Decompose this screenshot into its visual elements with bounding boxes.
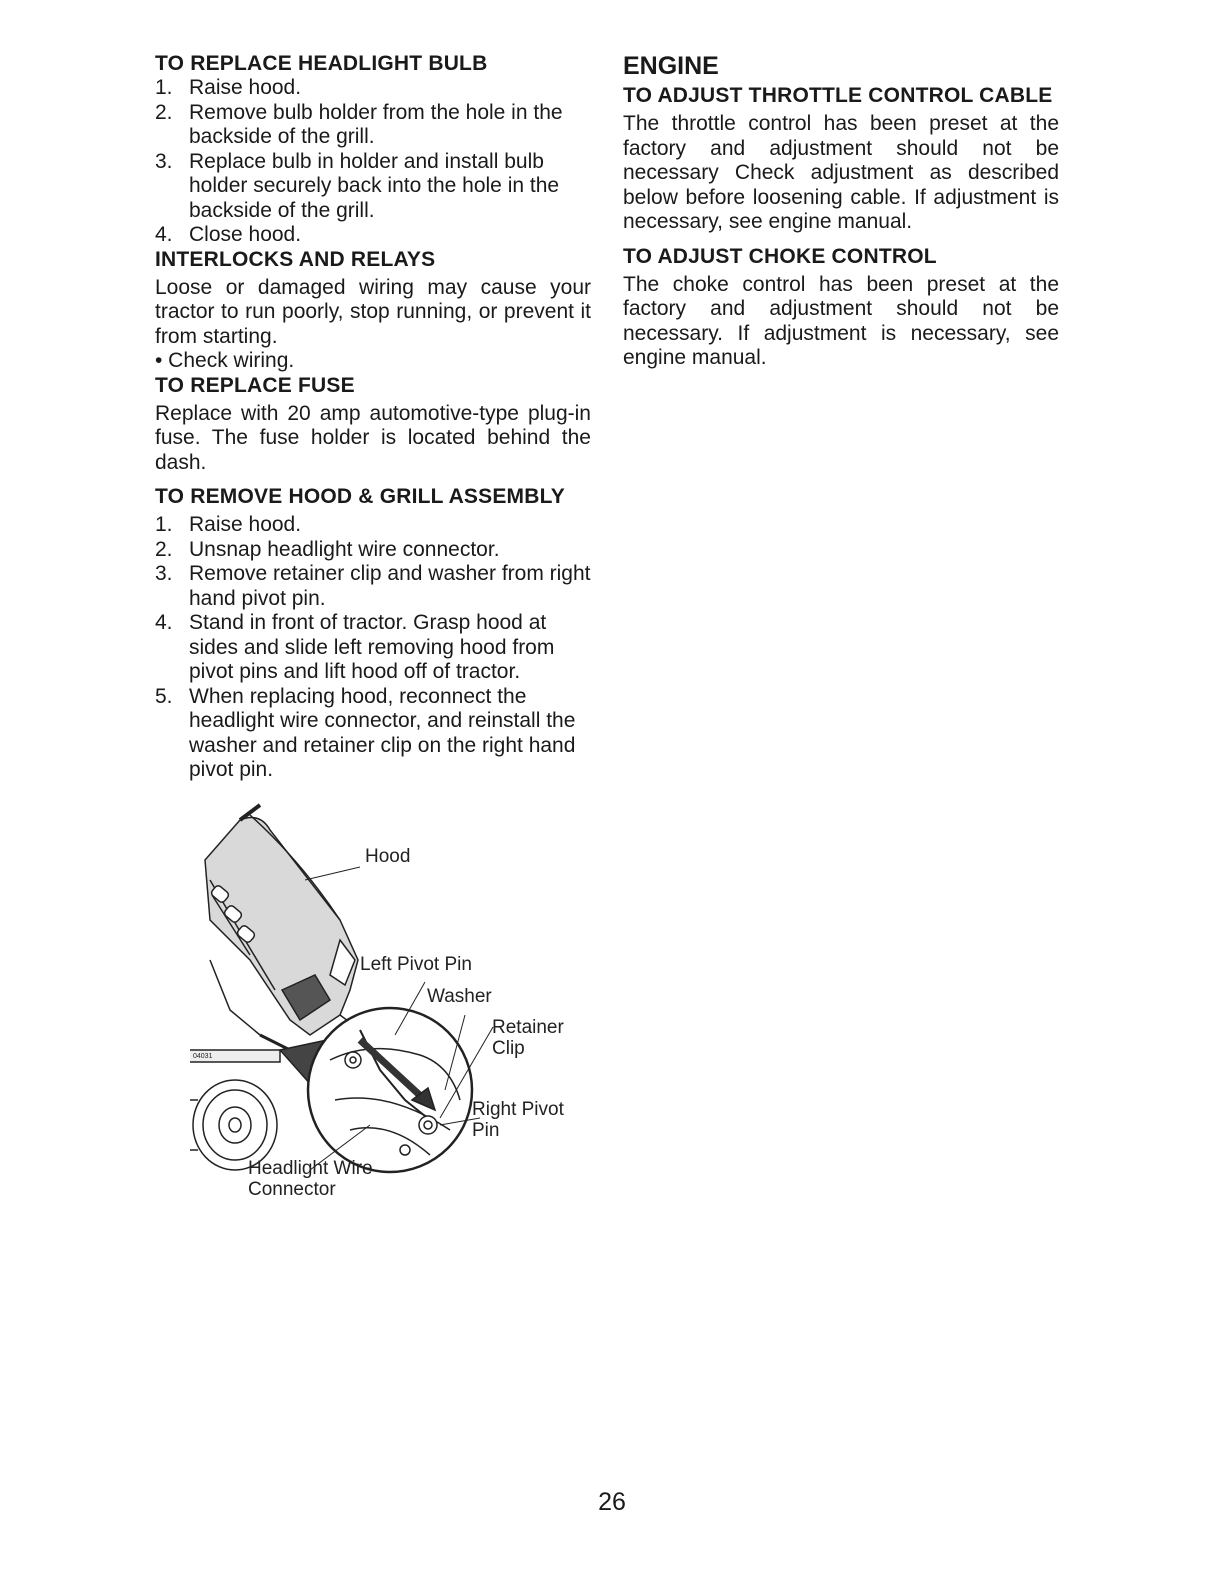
list-item: 1. Raise hood. bbox=[155, 513, 302, 536]
list-item: 4. Close hood. bbox=[155, 223, 302, 246]
label-headlight-wire: Headlight Wire bbox=[248, 1158, 373, 1179]
list-item: 1. Raise hood. bbox=[155, 76, 302, 99]
label-left-pivot-pin: Left Pivot Pin bbox=[360, 954, 472, 975]
choke-body: The choke control has been preset at the factory and adjustment should not be necessary. If adjustment is necessary, see engine manual. bbox=[623, 272, 1059, 369]
label-pin: Pin bbox=[472, 1120, 500, 1141]
engine-title: ENGINE bbox=[623, 52, 719, 80]
figure-code: 04031 bbox=[193, 1053, 213, 1060]
list-item: 2. Remove bulb holder from the hole in the backside of the grill. bbox=[155, 100, 563, 148]
label-connector: Connector bbox=[248, 1179, 336, 1200]
hood-removal-figure bbox=[190, 800, 590, 1210]
interlocks-bullet: • Check wiring. bbox=[155, 349, 295, 372]
interlocks-body: Loose or damaged wiring may cause your tractor to run poorly, stop running, or prevent it from starting. bbox=[155, 275, 591, 348]
throttle-body: The throttle control has been preset at the factory and adjustment should not be necessary Check adjustment as described below before loosening cable. If adjustment is necessary, see engine manual. bbox=[623, 112, 1059, 233]
fuse-body: Replace with 20 amp automotive-type plug-in fuse. The fuse holder is located behind the dash. bbox=[155, 401, 591, 474]
interlocks-title: INTERLOCKS AND RELAYS bbox=[155, 247, 436, 271]
throttle-title: TO ADJUST THROTTLE CONTROL CABLE bbox=[623, 84, 1053, 107]
headlight-steps bbox=[155, 76, 591, 248]
page-number: 26 bbox=[598, 1488, 626, 1516]
list-item: 2. Unsnap headlight wire connector. bbox=[155, 537, 500, 561]
choke-title: TO ADJUST CHOKE CONTROL bbox=[623, 244, 937, 268]
headlight-title: TO REPLACE HEADLIGHT BULB bbox=[155, 52, 488, 75]
label-hood: Hood bbox=[365, 846, 411, 867]
label-clip: Clip bbox=[492, 1038, 525, 1059]
label-right-pivot: Right Pivot bbox=[472, 1099, 564, 1120]
list-item: 5. When replacing hood, reconnect the headlight wire connector, and reinstall the washer and retainer clip on the right hand pivot pin. bbox=[155, 684, 576, 781]
right-column bbox=[623, 52, 1059, 371]
label-washer: Washer bbox=[427, 986, 492, 1007]
list-item: 3. Replace bulb in holder and install bulb holder securely back into the hole in the backside of the grill. bbox=[155, 149, 560, 222]
list-item: 3. Remove retainer clip and washer from right hand pivot pin. bbox=[155, 562, 591, 610]
list-item: 4. Stand in front of tractor. Grasp hood at sides and slide left removing hood from pivot pins and lift hood off of tractor. bbox=[155, 611, 555, 683]
label-retainer: Retainer bbox=[492, 1017, 564, 1038]
hood-title: TO REMOVE HOOD & GRILL ASSEMBLY bbox=[155, 485, 565, 508]
hood-steps bbox=[155, 513, 591, 783]
fuse-title: TO REPLACE FUSE bbox=[155, 373, 355, 397]
left-column bbox=[155, 52, 591, 783]
